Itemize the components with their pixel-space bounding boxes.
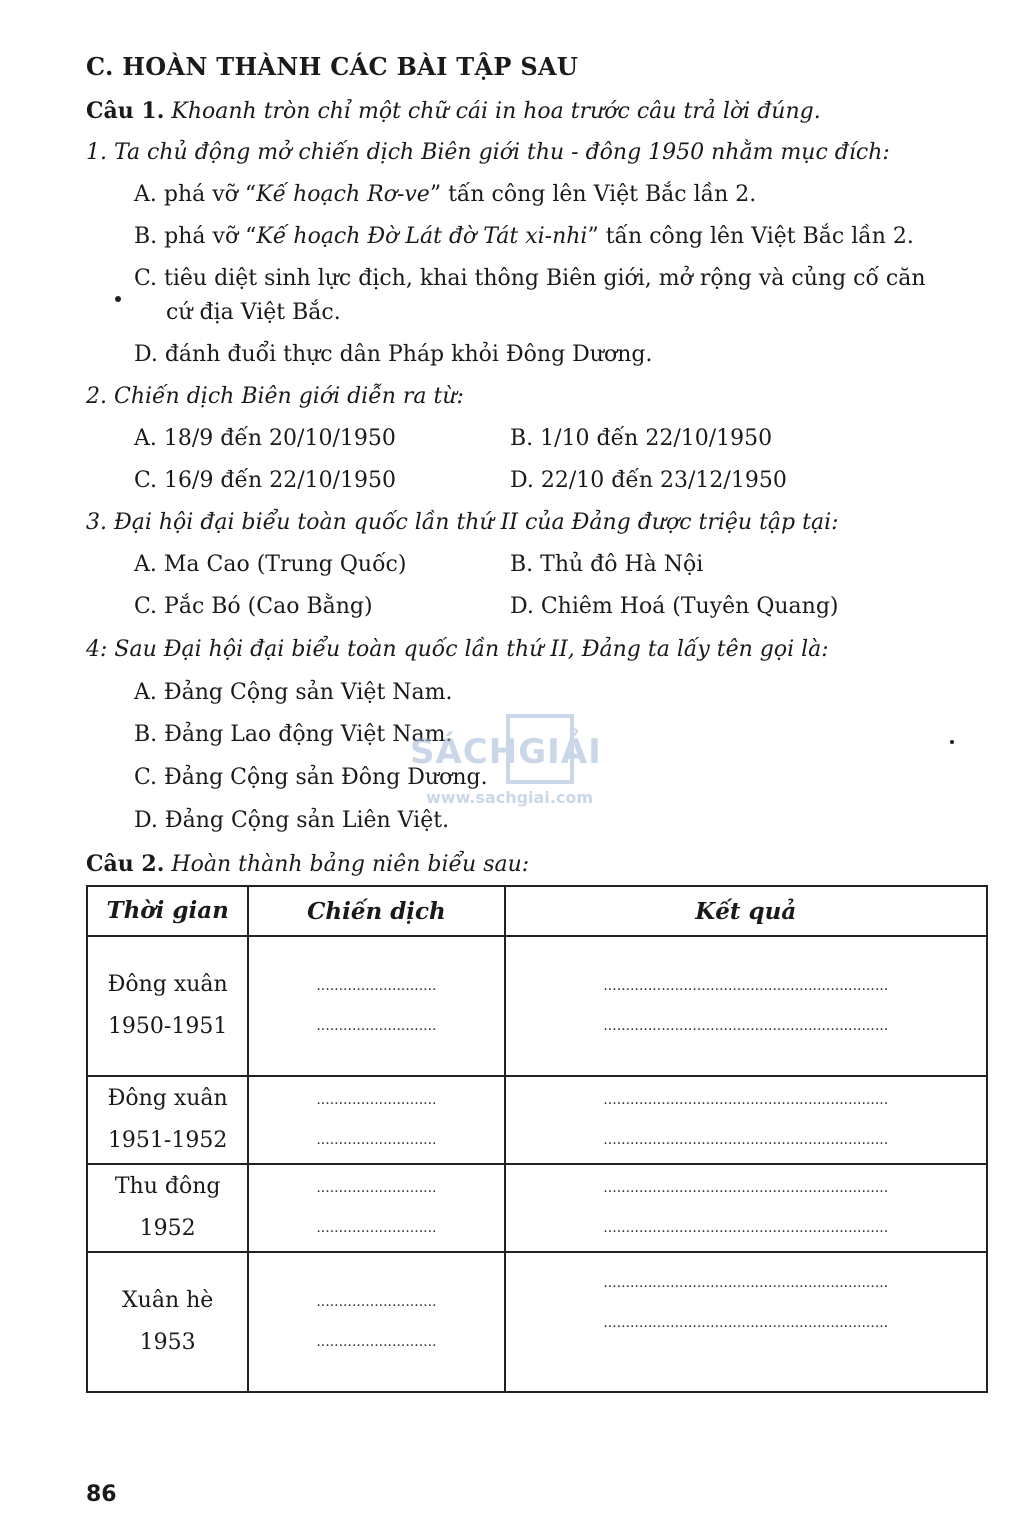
scan-speck — [950, 740, 954, 744]
cau1-instruction: Khoanh tròn chỉ một chữ cái in hoa trước câu trả lời đúng. — [171, 99, 821, 124]
row3-time — [87, 1164, 248, 1252]
q4-option-c[interactable]: C. Đảng Cộng sản Đông Dương. — [134, 765, 488, 790]
row3-result-dots-2: ................................................................ — [603, 1220, 889, 1236]
cau2-heading — [86, 851, 529, 877]
question-4: 4: Sau Đại hội đại biểu toàn quốc lần thứ II, Đảng ta lấy tên gọi là: — [86, 637, 829, 662]
q2-option-d[interactable]: D. 22/10 đến 23/12/1950 — [510, 468, 787, 493]
watermark-brand-mid: G — [518, 732, 548, 772]
row4-campaign-dots-1: ........................... — [316, 1294, 437, 1310]
header-chien-dich: Chiến dịch — [248, 886, 504, 936]
row3-campaign-dots-1: ........................... — [316, 1180, 437, 1196]
row1-result-dots-1: ................................................................ — [603, 978, 889, 994]
row4-result-dots-1: ................................................................ — [603, 1275, 889, 1291]
row4-campaign-blank[interactable] — [248, 1252, 504, 1392]
q3-option-a[interactable]: A. Ma Cao (Trung Quốc) — [134, 552, 407, 577]
q1-option-d[interactable]: D. đánh đuổi thực dân Pháp khỏi Đông Dương. — [134, 342, 653, 367]
row3-time-line1: Thu đông — [114, 1174, 221, 1199]
q1-option-a-italic: Kế hoạch Rơ-ve — [256, 182, 430, 207]
row1-time-line2: 1950-1951 — [107, 1014, 228, 1039]
header-thoi-gian: Thời gian — [87, 886, 248, 936]
q3-option-d[interactable]: D. Chiêm Hoá (Tuyên Quang) — [510, 594, 839, 619]
row2-campaign-blank[interactable] — [248, 1076, 504, 1164]
row2-time-line1: Đông xuân — [107, 1086, 228, 1111]
row1-time — [87, 936, 248, 1076]
page-number: 86 — [86, 1482, 117, 1507]
row4-result-blank[interactable] — [505, 1252, 987, 1392]
row2-time — [87, 1076, 248, 1164]
cau2-instruction: Hoàn thành bảng niên biểu sau: — [171, 852, 530, 877]
q1-option-b-italic: Kế hoạch Đờ Lát đờ Tát xi-nhi — [256, 224, 588, 249]
q4-option-d[interactable]: D. Đảng Cộng sản Liên Việt. — [134, 808, 450, 833]
table-row — [87, 1252, 987, 1392]
row3-campaign-blank[interactable] — [248, 1164, 504, 1252]
row1-campaign-dots-1: ........................... — [316, 978, 437, 994]
watermark-url: www.sachgiai.com — [426, 788, 594, 807]
row4-result-dots-2: ................................................................ — [603, 1315, 889, 1331]
q2-option-c[interactable]: C. 16/9 đến 22/10/1950 — [134, 468, 397, 493]
row2-result-dots-1: ................................................................ — [603, 1092, 889, 1108]
row4-campaign-dots-2: ........................... — [316, 1334, 437, 1350]
table-row — [87, 936, 987, 1076]
q1-option-c-line2[interactable]: cứ địa Việt Bắc. — [166, 300, 341, 325]
question-3: 3. Đại hội đại biểu toàn quốc lần thứ II của Đảng được triệu tập tại: — [86, 510, 839, 535]
row4-time — [87, 1252, 248, 1392]
question-1: 1. Ta chủ động mở chiến dịch Biên giới thu - đông 1950 nhằm mục đích: — [86, 140, 890, 165]
row2-time-line2: 1951-1952 — [107, 1128, 228, 1153]
row1-time-line1: Đông xuân — [107, 972, 228, 997]
q1-option-c-line1[interactable]: C. tiêu diệt sinh lực địch, khai thông Biên giới, mở rộng và củng cố căn — [134, 266, 926, 291]
row1-campaign-dots-2: ........................... — [316, 1018, 437, 1034]
row4-time-line2: 1953 — [139, 1330, 196, 1355]
cau2-label: Câu 2. — [86, 851, 165, 877]
cau1-heading — [86, 98, 821, 124]
row2-result-dots-2: ................................................................ — [603, 1132, 889, 1148]
row3-result-dots-1: ................................................................ — [603, 1180, 889, 1196]
q1-option-b-prefix: B. phá vỡ “ — [134, 224, 257, 249]
table-row — [87, 1164, 987, 1252]
sachgiai-watermark — [410, 712, 620, 812]
watermark-brand-right: IẢI — [547, 732, 602, 772]
q1-option-a-suffix: ” tấn công lên Việt Bắc lần 2. — [429, 182, 757, 207]
q4-option-a[interactable]: A. Đảng Cộng sản Việt Nam. — [134, 680, 453, 705]
q3-option-c[interactable]: C. Pắc Bó (Cao Bằng) — [134, 594, 373, 619]
q1-option-b-suffix: ” tấn công lên Việt Bắc lần 2. — [587, 224, 914, 249]
table-row — [87, 1076, 987, 1164]
scan-speck — [115, 296, 121, 302]
q2-option-a[interactable]: A. 18/9 đến 20/10/1950 — [134, 426, 396, 451]
row3-campaign-dots-2: ........................... — [316, 1220, 437, 1236]
row1-campaign-blank[interactable] — [248, 936, 504, 1076]
q1-option-a[interactable] — [134, 182, 756, 207]
watermark-brand — [410, 732, 602, 772]
q1-option-a-prefix: A. phá vỡ “ — [134, 182, 257, 207]
header-ket-qua: Kết quả — [505, 886, 987, 936]
q4-option-b[interactable]: B. Đảng Lao động Việt Nam. — [134, 722, 453, 747]
table-header-row — [87, 886, 987, 936]
row3-time-line2: 1952 — [139, 1216, 196, 1241]
q3-option-b[interactable]: B. Thủ đô Hà Nội — [510, 552, 704, 577]
row1-result-dots-2: ................................................................ — [603, 1018, 889, 1034]
row3-result-blank[interactable] — [505, 1164, 987, 1252]
row2-campaign-dots-1: ........................... — [316, 1092, 437, 1108]
row2-campaign-dots-2: ........................... — [316, 1132, 437, 1148]
row4-time-line1: Xuân hè — [122, 1288, 214, 1313]
watermark-brand-left: SÁCH — [410, 732, 519, 772]
q2-option-b[interactable]: B. 1/10 đến 22/10/1950 — [510, 426, 773, 451]
row2-result-blank[interactable] — [505, 1076, 987, 1164]
section-title: C. HOÀN THÀNH CÁC BÀI TẬP SAU — [86, 52, 579, 81]
question-2: 2. Chiến dịch Biên giới diễn ra từ: — [86, 384, 464, 409]
chronology-table — [86, 885, 988, 1393]
cau1-label: Câu 1. — [86, 98, 165, 124]
row1-result-blank[interactable] — [505, 936, 987, 1076]
q1-option-b[interactable] — [134, 224, 914, 249]
